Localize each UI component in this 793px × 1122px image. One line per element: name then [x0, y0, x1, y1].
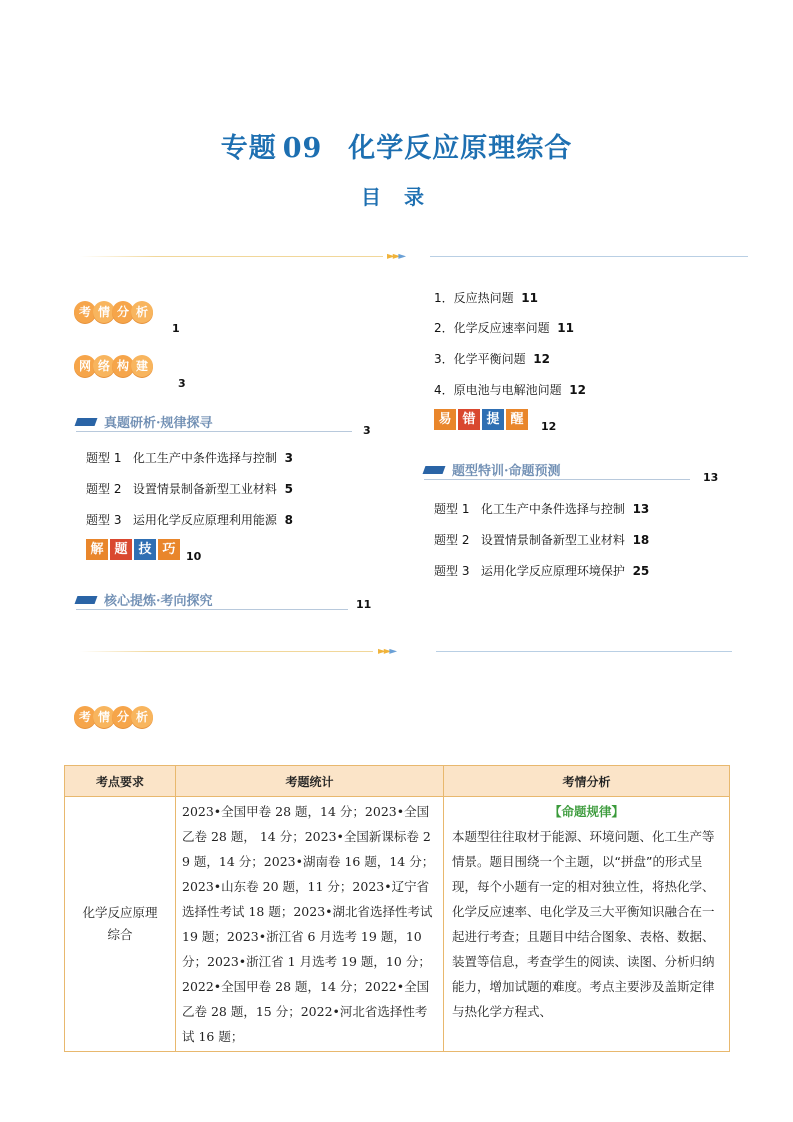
col-header-analysis: 考情分析 [444, 766, 730, 797]
toc-item-right-3[interactable]: 3．化学平衡问题 12 [434, 352, 550, 366]
tixing-page: 13 [703, 471, 719, 484]
yicuo-badge[interactable]: 易 错 提 醒 [434, 409, 528, 430]
toc-heading: 目 录 [361, 185, 432, 209]
wangluo-page: 3 [178, 377, 186, 390]
title-number: 09 [282, 133, 323, 164]
title-prefix: 专题 [220, 133, 277, 164]
hexin-header[interactable]: 核心提炼·考向探究 [76, 592, 351, 608]
arrows-icon: ►►► [387, 251, 405, 262]
kaoqing-badge[interactable]: 考 情 分 析 [74, 301, 150, 323]
section-kaoqing-badge: 考 情 分 析 [74, 706, 150, 728]
toc-item-tixing-3[interactable]: 题型 3 运用化学反应原理环境保护 25 [434, 564, 650, 578]
top-divider [80, 250, 748, 264]
kaoqing-page: 1 [172, 322, 180, 335]
bottom-divider [80, 645, 732, 659]
title-text: 化学反应原理综合 [348, 133, 573, 164]
toc-item-right-2[interactable]: 2．化学反应速率问题 11 [434, 321, 574, 335]
exam-analysis-table [64, 765, 730, 1052]
cell-requirement: 化学反应原理综合 [65, 797, 176, 1052]
toc-item-zhenti-1[interactable]: 题型 1 化工生产中条件选择与控制 3 [86, 451, 293, 465]
zhenti-page: 3 [363, 424, 371, 437]
table-row [65, 797, 730, 1052]
cell-stats: 2023•全国甲卷 28 题，14 分；2023•全国乙卷 28 题， 14 分；2023•全国新课标卷 29 题，14 分；2023•湖南卷 16 题，14 分；2023•山东卷 20 题，11 分；2023•辽宁省选择性考试 18 题；2023•湖北省选择性考试 19 题；2023•浙江省 6 月选考 19 题，10 分；2023•浙江省 1 月选考 19 题，10 分；2022•全国甲卷 28 题，14 分；2022•全国乙卷 28 题，15 分；2022•河北省选择性考试 16 题； [176, 797, 444, 1052]
toc-item-zhenti-3[interactable]: 题型 3 运用化学反应原理利用能源 8 [86, 513, 293, 527]
analysis-body: 本题型往往取材于能源、环境问题、化工生产等情景。题目围绕一个主题，以“拼盘”的形式呈现，每个小题有一定的相对独立性，将热化学、化学反应速率、电化学及三大平衡知识融合在一起进行考查；且题目中结合图象、表格、数据、装置等信息，考查学生的阅读、读图、分析归纳能力，增加试题的难度。考点主要涉及盖斯定律与热化学方程式、 [452, 829, 715, 1019]
toc-item-tixing-2[interactable]: 题型 2 设置情景制备新型工业材料 18 [434, 533, 650, 547]
toc-item-right-4[interactable]: 4．原电池与电解池问题 12 [434, 383, 586, 397]
toc-item-tixing-1[interactable]: 题型 1 化工生产中条件选择与控制 13 [434, 502, 650, 516]
rule-heading: 【命题规律】 [548, 804, 624, 819]
col-header-requirement: 考点要求 [65, 766, 176, 797]
page-title [0, 126, 793, 165]
hexin-page: 11 [356, 598, 372, 611]
table-header-row [65, 766, 730, 797]
cell-analysis [444, 797, 730, 1052]
col-header-stats: 考题统计 [176, 766, 444, 797]
toc-item-zhenti-2[interactable]: 题型 2 设置情景制备新型工业材料 5 [86, 482, 293, 496]
jieti-page: 10 [186, 550, 202, 563]
yicuo-page: 12 [541, 420, 557, 433]
jieti-badge[interactable]: 解 题 技 巧 [86, 539, 180, 560]
toc-item-right-1[interactable]: 1．反应热问题 11 [434, 291, 538, 305]
wangluo-badge[interactable]: 网 络 构 建 [74, 355, 150, 377]
tixing-header[interactable]: 题型特训·命题预测 [424, 462, 694, 478]
arrows-icon: ►►► [378, 646, 396, 657]
zhenti-header[interactable]: 真题研析·规律探寻 [76, 414, 356, 430]
